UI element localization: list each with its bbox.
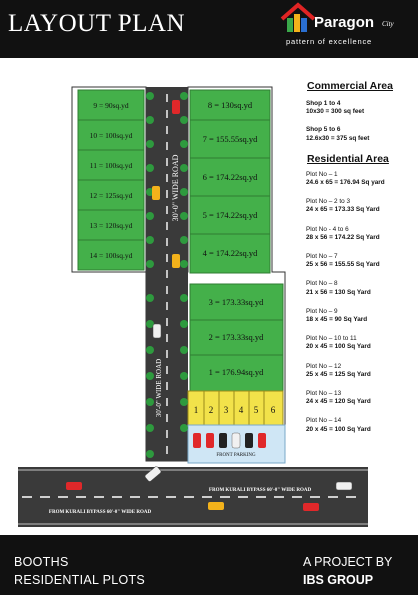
legend-entry: Plot No – 9 18 x 45 = 90 Sq Yard (306, 307, 368, 324)
legend-entry: Plot No – 2 to 3 24 x 65 = 173.33 Sq Yard (306, 198, 380, 214)
plot-6-label: 6 = 174.22sq.yd (202, 172, 258, 182)
bypass-label-top: FROM KURALI BYPASS 60'-0" WIDE ROAD (208, 488, 312, 493)
brand-tagline: pattern of excellence (286, 37, 373, 46)
legend-entry: Shop 5 to 6 12.6x30 = 375 sq feet (306, 126, 370, 142)
commercial-area-title: Commercial Area (307, 80, 393, 92)
plot-5-label: 5 = 174.22sq.yd (202, 210, 258, 220)
legend-entry: Plot No – 7 25 x 56 = 155.55 Sq Yard (306, 253, 380, 269)
legend-entry: Plot No – 12 25 x 45 = 125 Sq Yard (306, 362, 371, 378)
shop-3-label: 3 (223, 405, 229, 415)
plot-4-label: 4 = 174.22sq.yd (202, 248, 258, 258)
plot-7-label: 7 = 155.55sq.yd (202, 134, 258, 144)
front-parking-label: FRONT PARKING (216, 453, 256, 458)
legend-entry: Plot No – 13 24 x 45 = 120 Sq Yard (306, 390, 371, 406)
brand-suffix: City (382, 20, 394, 28)
house-logo-icon (280, 2, 316, 36)
footer-right (303, 553, 392, 589)
legend-entry: Plot No – 14 20 x 45 = 100 Sq Yard (306, 417, 371, 433)
legend-entry: Shop 1 to 4 10x30 = 300 sq feet (306, 100, 365, 116)
shop-6-label: 6 (270, 405, 276, 415)
shop-2-label: 2 (208, 405, 214, 415)
plot-8-label: 8 = 130sq.yd (207, 100, 253, 110)
plot-13-label: 13 = 120sq.yd (89, 221, 133, 230)
brand-name: Paragon (314, 14, 375, 31)
footer-project-by: A PROJECT BY (303, 555, 393, 569)
legend-panel (300, 80, 418, 445)
shop-1-label: 1 (193, 405, 199, 415)
residential-area-title: Residential Area (307, 152, 389, 165)
page-title: LAYOUT PLAN (8, 10, 186, 37)
shops-block (188, 391, 283, 425)
plot-10-label: 10 = 100sq.yd (89, 131, 133, 140)
shop-4-label: 4 (238, 405, 244, 415)
legend-entry: Plot No - 4 to 6 28 x 56 = 174.22 Sq Yard (306, 225, 380, 241)
footer-bar (0, 535, 418, 595)
legend-entry: Plot No – 1 24.6 x 65 = 176.94 Sq yard (306, 170, 385, 187)
plot-2-label: 2 = 173.33sq.yd (208, 332, 264, 342)
plot-12-label: 12 = 125sq.yd (89, 191, 133, 200)
footer-residential: RESIDENTIAL PLOTS (14, 573, 146, 587)
plot-1-label: 1 = 176.94sq.yd (208, 367, 264, 377)
legend-entry: Plot No – 10 to 11 20 x 45 = 100 Sq Yard (306, 335, 371, 351)
plot-9-label: 9 = 90sq.yd (93, 101, 129, 110)
plot-11-label: 11 = 100sq.yd (89, 161, 133, 170)
header-bar (0, 0, 418, 58)
footer-left (14, 553, 145, 589)
plot-14-label: 14 = 100sq.yd (89, 251, 133, 260)
vertical-road-label-lower: 30'-0" WIDE ROAD (155, 358, 163, 418)
bypass-label-bottom: FROM KURALI BYPASS 60'-0" WIDE ROAD (48, 510, 152, 515)
vertical-road-label: 30'-0" WIDE ROAD (171, 154, 180, 222)
legend-entry: Plot No – 8 21 x 56 = 130 Sq Yard (306, 280, 371, 296)
plot-3-label: 3 = 173.33sq.yd (208, 297, 264, 307)
brand-logo (280, 2, 412, 52)
layout-plan-drawing (0, 58, 312, 535)
footer-company: IBS GROUP (303, 573, 374, 587)
shop-5-label: 5 (253, 405, 259, 415)
footer-booths: BOOTHS (14, 555, 69, 569)
